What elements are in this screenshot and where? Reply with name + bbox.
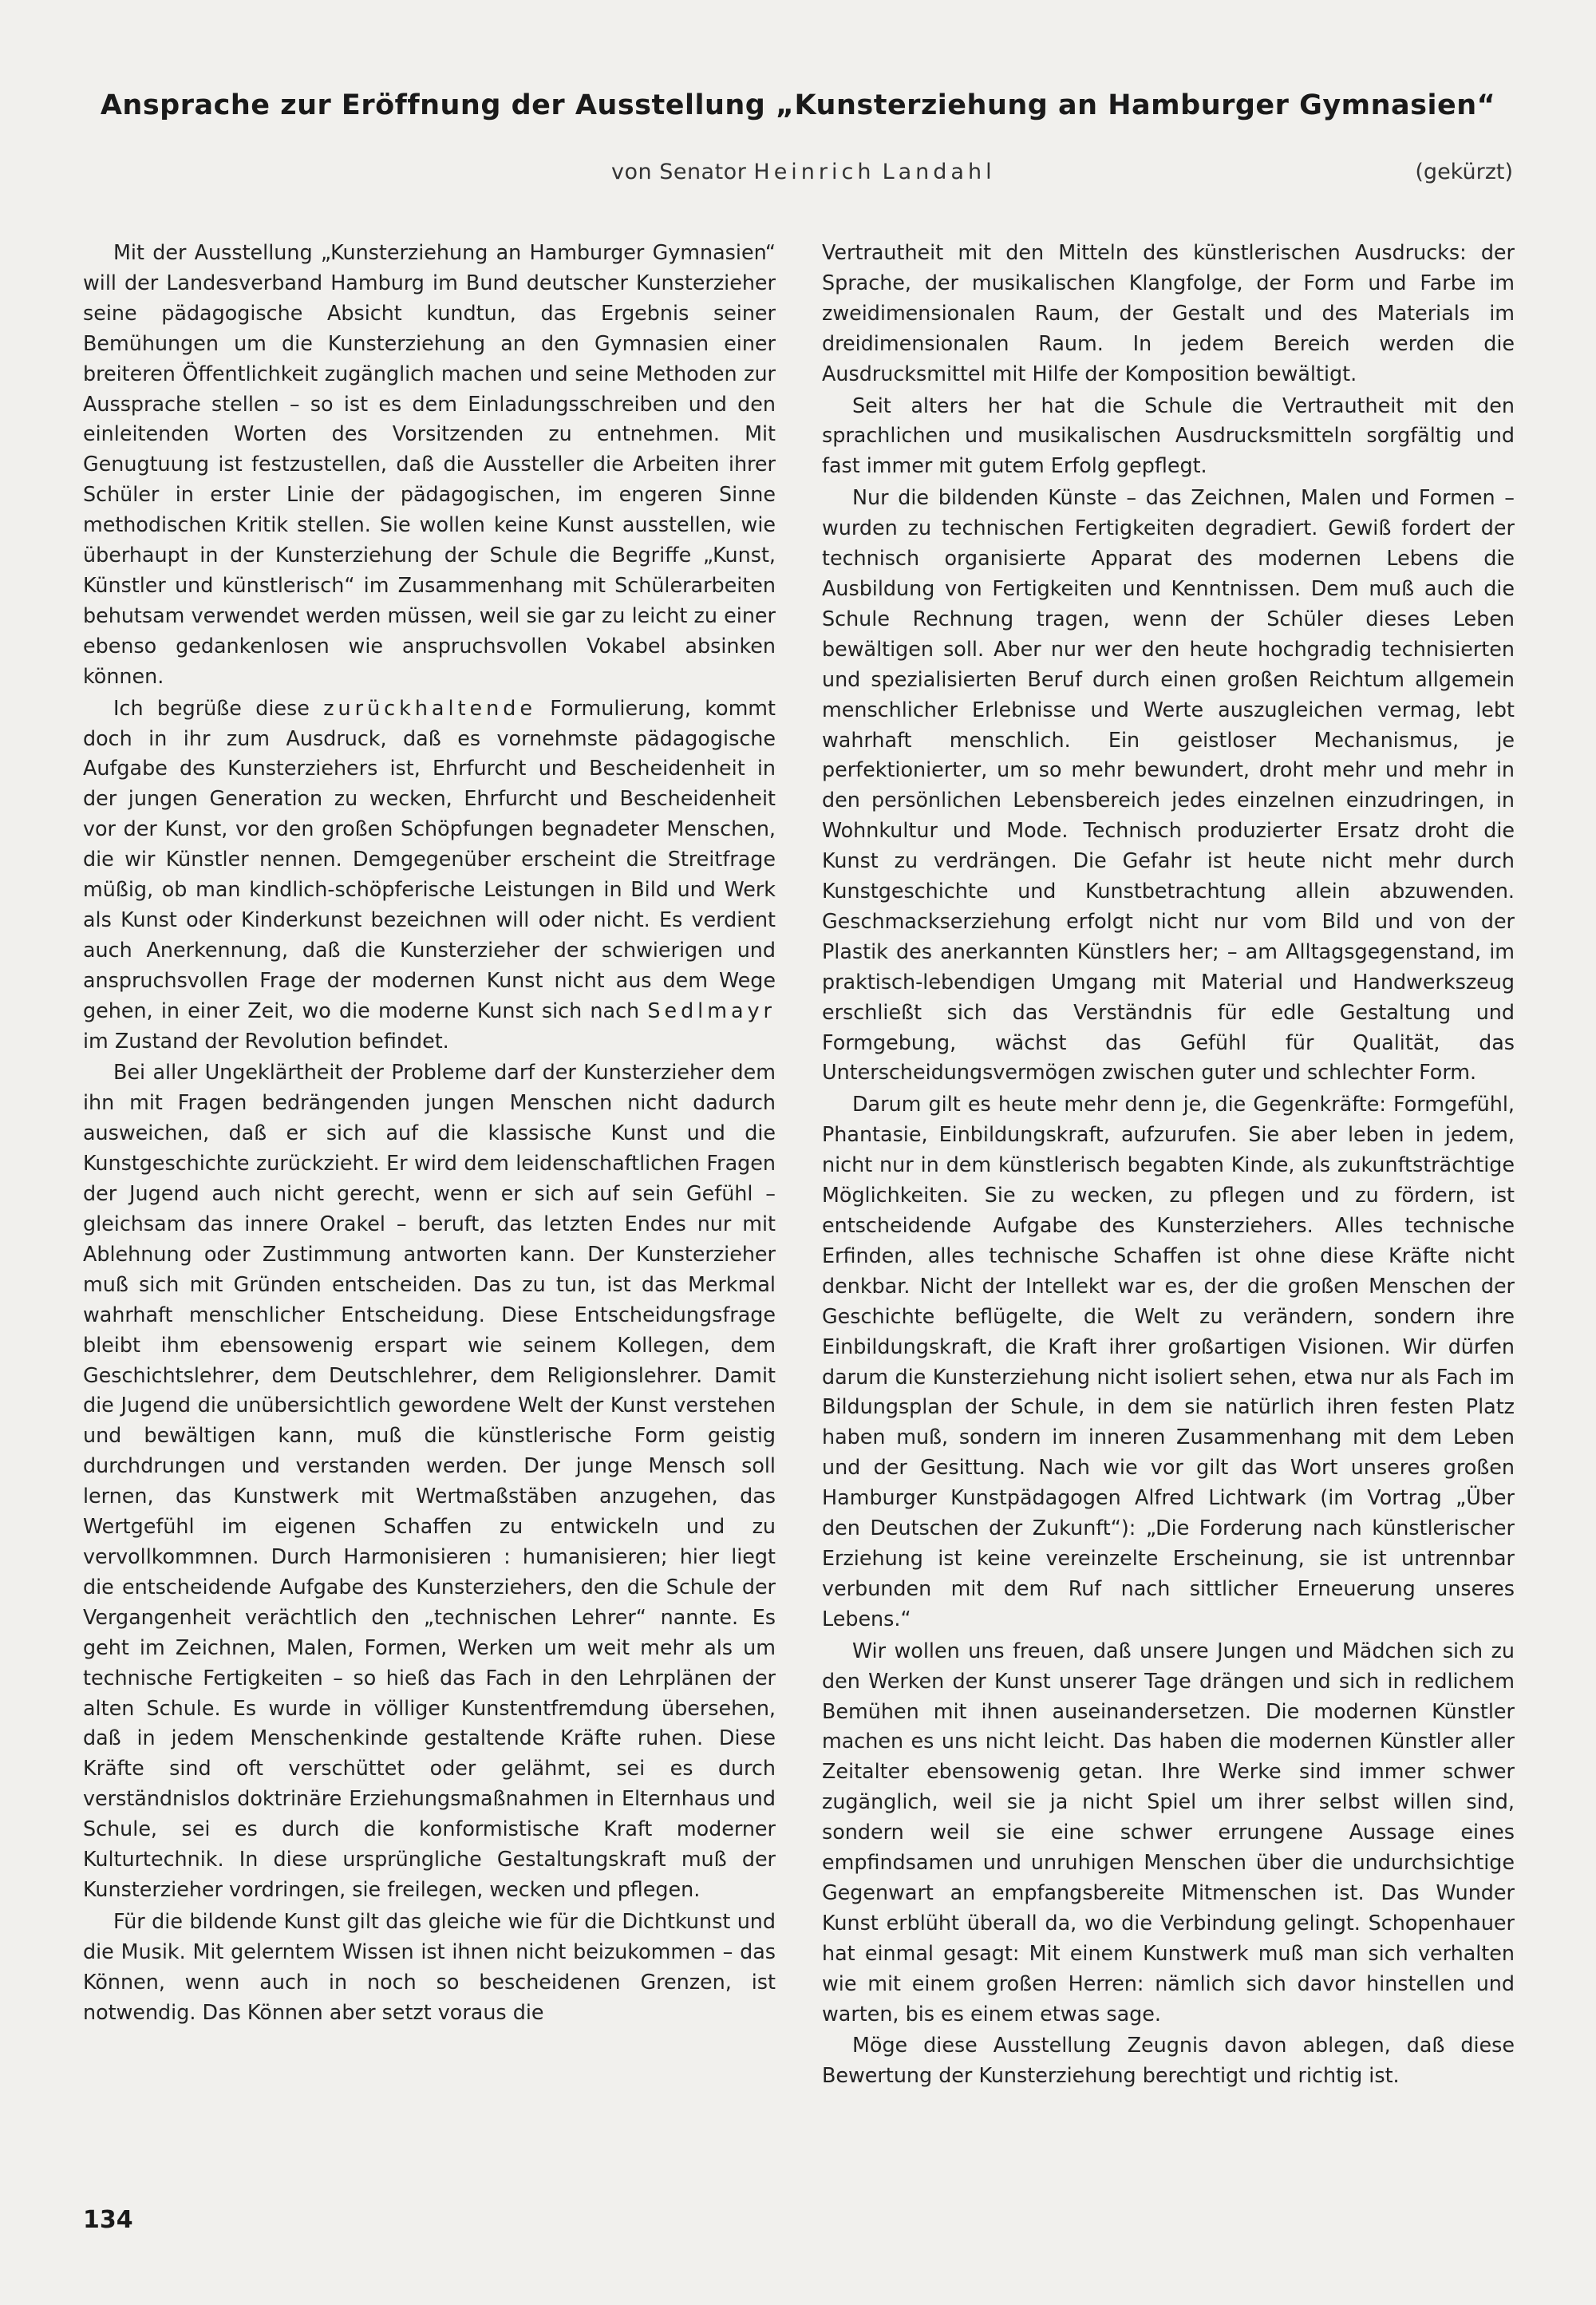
paragraph	[83, 694, 776, 1057]
byline-space	[875, 160, 882, 184]
spaced-emphasis: zurückhaltende	[323, 695, 536, 720]
text-run: Formulierung, kommt doch in ihr zum Ausdruck, daß es vornehmste pädagogische Aufgabe des Kunsterziehers ist, Ehrfurcht und Bescheidenheit in der jungen Generation zu wecken, Ehrfurcht und Bescheidenheit vor der Kunst, vor den großen Schöpfungen begnadeter Menschen, die wir Künstler nennen. Demgegenüber erscheint die Streitfrage müßig, ob man kindlich-schöpferische Leistungen in Bild und Werk als Kunst oder Kinderkunst bezeichnen will oder nicht. Es verdient auch Anerkennung, daß die Kunsterzieher der schwierigen und anspruchsvollen Frage der modernen Kunst nicht aus dem Wege gehen, in einer Zeit, wo die moderne Kunst sich nach	[83, 695, 776, 1022]
left-column	[83, 238, 776, 2029]
paragraph: Darum gilt es heute mehr denn je, die Gegenkräfte: Formgefühl, Phantasie, Einbildungskraft, aufzurufen. Sie aber leben in jedem, nicht nur in dem künstlerisch begabten Kinde, als zukunftsträchtige Möglichkeiten. Sie zu wecken, zu pflegen und zu fördern, ist entscheidende Aufgabe des Kunsterziehers. Alles technische Erfinden, alles technische Schaffen ist ohne diese Kräfte nicht denkbar. Nicht der Intellekt war es, der die großen Menschen der Geschichte beflügelte, die Welt zu verändern, sondern ihre Einbildungskraft, die Kraft ihrer großartigen Visionen. Wir dürfen darum die Kunsterziehung nicht isoliert sehen, etwa nur als Fach im Bildungsplan der Schule, in dem sie natürlich ihren festen Platz haben muß, sondern im inneren Zusammenhang mit dem Leben und der Gesittung. Nach wie vor gilt das Wort unseres großen Hamburger Kunstpädagogen Alfred Lichtwark (im Vortrag „Über den Deutschen der Zukunft“): „Die Forderung nach künstlerischer Erziehung ist keine vereinzelte Erscheinung, sie ist untrennbar verbunden mit dem Ruf nach sittlicher Erneuerung unseres Lebens.“	[822, 1092, 1515, 1631]
paragraph: Bei aller Ungeklärtheit der Probleme darf der Kunsterzieher dem ihn mit Fragen bedrängenden jungen Menschen nicht dadurch ausweichen, daß er sich auf die klassische Kunst und die Kunstgeschichte zurückzieht. Er wird dem leidenschaftlichen Fragen der Jugend auch nicht gerecht, wenn er sich auf sein Gefühl – gleichsam das innere Orakel – beruft, das letzten Endes nur mit Ablehnung oder Zustimmung antworten kann. Der Kunsterzieher muß sich mit Gründen entscheiden. Das zu tun, ist das Merkmal wahrhaft menschlicher Entscheidung. Diese Entscheidungsfrage bleibt ihm ebensowenig erspart wie seinem Kollegen, dem Geschichtslehrer, dem Deutschlehrer, dem Religionslehrer. Damit die Jugend die unübersichtlich gewordene Welt der Kunst verstehen und bewältigen kann, muß die künstlerische Form geistig durchdrungen und verstanden werden. Der junge Mensch soll lernen, das Kunstwerk mit Wertmaßstäben anzugehen, das Wertgefühl im eigenen Schaffen zu entwickeln und zu vervollkommnen. Durch Harmonisieren : humanisieren; hier liegt die entscheidende Aufgabe des Kunsterziehers, den die Schule der Vergangenheit verächtlich den „technischen Lehrer“ nannte. Es geht im Zeichnen, Malen, Formen, Werken um weit mehr als um technische Fertigkeiten – so hieß das Fach in den Lehrplänen der alten Schule. Es wurde in völliger Kunstentfremdung übersehen, daß in jedem Menschenkinde gestaltende Kräfte ruhen. Diese Kräfte sind oft verschüttet oder gelähmt, sei es durch verständnislos doktrinäre Erziehungsmaßnahmen in Elternhaus und Schule, sei es durch die konformistische Kraft moderner Kulturtechnik. In diese ursprüngliche Gestaltungskraft muß der Kunsterzieher vordringen, sie freilegen, wecken und pflegen.	[83, 1060, 776, 1901]
paragraph: Nur die bildenden Künste – das Zeichnen, Malen und Formen – wurden zu technischen Fertigkeiten degradiert. Gewiß fordert der technisch organisierte Apparat des modernen Lebens die Ausbildung von Fertigkeiten und Kenntnissen. Dem muß auch die Schule Rechnung tragen, wenn der Schüler dieses Leben bewältigen soll. Aber nur wer den heute hochgradig technisierten und spezialisierten Beruf durch einen großen Reichtum allgemein menschlicher Erlebnisse und Werte auszugleichen vermag, lebt wahrhaft menschlich. Ein geistloser Mechanismus, je perfektionierter, um so mehr bewundert, droht mehr und mehr in den persönlichen Lebensbereich jedes einzelnen einzudringen, in Wohnkultur und Mode. Technisch produzierter Ersatz droht die Kunst zu verdrängen. Die Gefahr ist heute nicht mehr durch Kunstgeschichte und Kunstbetrachtung allein abzuwenden. Geschmackserziehung erfolgt nicht nur vom Bild und von der Plastik des anerkannten Künstlers her; – am Alltagsgegenstand, im praktisch-lebendigen Umgang mit Material und Handwerkszeug erschließt sich das Verständnis für edle Gestaltung und Formgebung, wächst das Gefühl für Qualität, das Unterscheidungsvermögen zwischen guter und schlechter Form.	[822, 485, 1515, 1085]
text-run: Ich begrüße diese	[113, 695, 324, 720]
paragraph: Vertrautheit mit den Mitteln des künstlerischen Ausdrucks: der Sprache, der musikalischen Klangfolge, der Form und Farbe im zweidimensionalen Raum, der Gestalt und des Materials im dreidimensionalen Raum. In jedem Bereich werden die Ausdrucksmittel mit Hilfe der Komposition bewältigt.	[822, 240, 1515, 385]
byline	[611, 160, 996, 184]
article-title: Ansprache zur Eröffnung der Ausstellung „Kunsterziehung an Hamburger Gymnasien“	[100, 89, 1496, 121]
paragraph: Möge diese Ausstellung Zeugnis davon ablegen, daß diese Bewertung der Kunsterziehung berechtigt und richtig ist.	[822, 2033, 1515, 2088]
page-number: 134	[83, 2206, 133, 2234]
spaced-emphasis: Sedlmayr	[647, 998, 776, 1022]
text-run: im Zustand der Revolution befindet.	[83, 1028, 449, 1053]
paragraph: Mit der Ausstellung „Kunsterziehung an Hamburger Gymnasien“ will der Landesverband Hamburg im Bund deutscher Kunsterzieher seine pädagogische Absicht kundtun, das Ergebnis seiner Bemühungen um die Kunsterziehung an den Gymnasien einer breiteren Öffentlichkeit zugänglich machen und seine Methoden zur Aussprache stellen – so ist es dem Einladungsschreiben und den einleitenden Worten des Vorsitzenden zu entnehmen. Mit Genugtuung ist festzustellen, daß die Aussteller die Arbeiten ihrer Schüler in erster Linie der pädagogischen, im engeren Sinne methodischen Kritik stellen. Sie wollen keine Kunst ausstellen, wie überhaupt in der Kunsterziehung der Schule die Begriffe „Kunst, Künstler und künstlerisch“ im Zusammenhang mit Schülerarbeiten behutsam verwendet werden müssen, weil sie gar zu leicht zu einer ebenso gedankenlosen wie anspruchsvollen Vokabel absinken können.	[83, 240, 776, 688]
right-column	[822, 238, 1515, 2093]
abridged-note: (gekürzt)	[1415, 160, 1513, 184]
paragraph: Für die bildende Kunst gilt das gleiche wie für die Dichtkunst und die Musik. Mit gelerntem Wissen ist ihnen nicht beizukommen – das Können, wenn auch in noch so bescheidenen Grenzen, ist notwendig. Das Können aber setzt voraus die	[83, 1908, 776, 2024]
paragraph: Wir wollen uns freuen, daß unsere Jungen und Mädchen sich zu den Werken der Kunst unserer Tage drängen und sich in redlichem Bemühen mit ihnen auseinandersetzen. Die modernen Künstler machen es uns nicht leicht. Das haben die modernen Künstler aller Zeitalter ebensowenig getan. Ihre Werke sind immer schwer zugänglich, weil sie ja nicht Spiel um ihrer selbst willen sind, sondern weil sie eine schwer errungene Aussage eines empfindsamen und unruhigen Menschen über die undurchsichtige Gegenwart an empfangsbereite Mitmenschen ist. Das Wunder Kunst erblüht überall da, wo die Verbindung gelingt. Schopenhauer hat einmal gesagt: Mit einem Kunstwerk muß man sich verhalten wie mit einem großen Herren: nämlich sich davor hinstellen und warten, bis es einem etwas sage.	[822, 1638, 1515, 2026]
byline-prefix: von Senator	[611, 160, 754, 184]
author-first-name: Heinrich	[753, 160, 875, 184]
paragraph: Seit alters her hat die Schule die Vertrautheit mit den sprachlichen und musikalischen Ausdrucksmitteln sorgfältig und fast immer mit gutem Erfolg gepflegt.	[822, 393, 1515, 478]
author-last-name: Landahl	[882, 160, 996, 184]
